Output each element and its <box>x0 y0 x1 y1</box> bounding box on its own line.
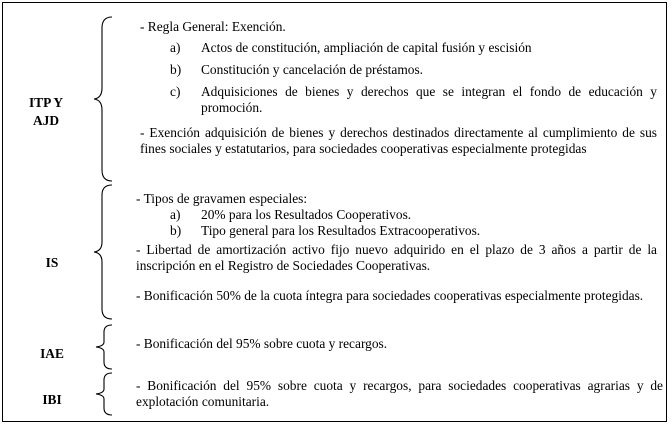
itp-general-rule: - Regla General: Exención. <box>140 19 286 34</box>
itp-exemption-text: - Exención adquisición de bienes y derechos destinados directamente al cumplimiento de sus fines sociales y estatutarios, para sociedades cooperativas especialmente protegidas <box>140 125 657 156</box>
section-label-itp: ITP Y <box>28 95 64 110</box>
brace-icon-is <box>90 182 116 322</box>
section-label-ibi: IBI <box>42 392 62 407</box>
brace-icon-ibi <box>90 370 116 418</box>
brace-icon-iae <box>90 322 116 372</box>
section-label-is: IS <box>45 255 59 270</box>
is-tax-rates: - Tipos de gravamen especiales: <box>136 191 308 206</box>
is-item-a-marker: a) <box>170 207 181 222</box>
section-label-ajd: AJD <box>32 113 60 128</box>
iae-bonus-text: - Bonificación del 95% sobre cuota y recargos. <box>136 336 388 351</box>
itp-item-a-text: Actos de constitución, ampliación de capital fusión y escisión <box>201 40 532 55</box>
section-label-iae: IAE <box>40 346 64 361</box>
ibi-bonus-text: - Bonificación del 95% sobre cuota y recargos, para sociedades cooperativas agrarias y de explotación comunitaria. <box>136 378 663 409</box>
is-item-b-text: Tipo general para los Resultados Extracooperativos. <box>201 223 481 238</box>
itp-item-b-text: Constitución y cancelación de préstamos. <box>201 62 423 77</box>
is-depreciation-text: - Libertad de amortización activo fijo nuevo adquirido en el plazo de 3 años a partir de la inscripción en el Registro de Sociedades Cooperativas. <box>136 242 657 273</box>
is-bonus-text: - Bonificación 50% de la cuota íntegra para sociedades cooperativas especialmente protegidas. <box>136 288 644 303</box>
itp-item-c-marker: c) <box>170 84 181 99</box>
section-label-itp-ajd <box>18 95 74 129</box>
itp-item-a-marker: a) <box>170 40 181 55</box>
brace-icon-itp-ajd <box>90 14 116 184</box>
itp-item-c-text: Adquisiciones de bienes y derechos que se integran el fondo de educación y promoción. <box>201 84 657 115</box>
is-item-b-marker: b) <box>170 223 182 238</box>
is-item-a-text: 20% para los Resultados Cooperativos. <box>201 207 412 222</box>
itp-item-b-marker: b) <box>170 62 182 77</box>
